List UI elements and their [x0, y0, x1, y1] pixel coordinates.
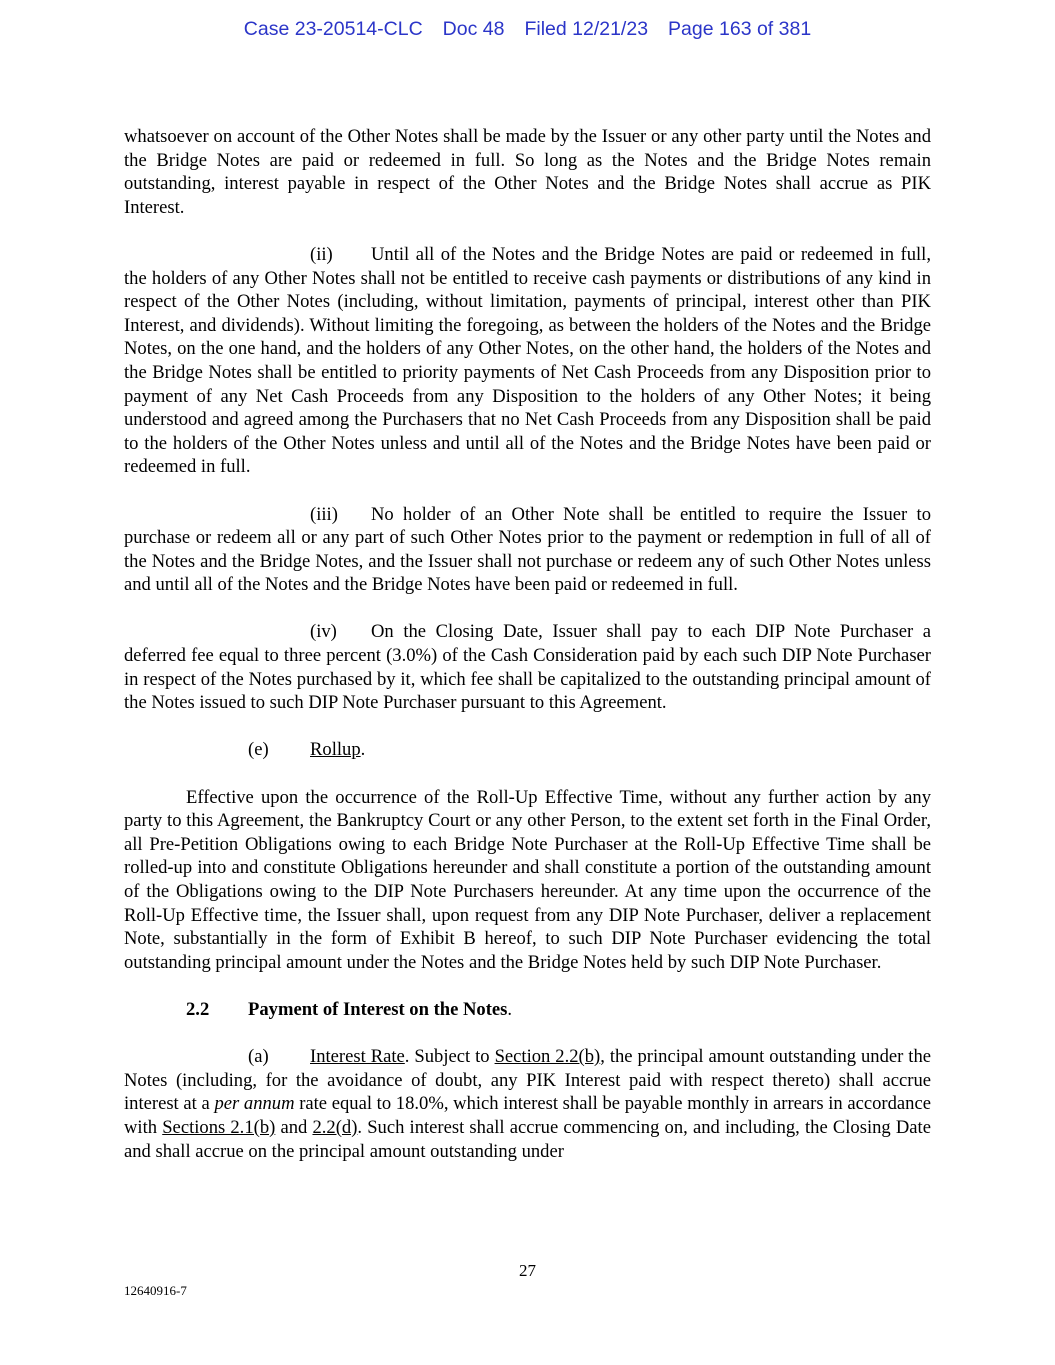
- clause-number: (e): [248, 739, 269, 761]
- clause-ii: [124, 243, 931, 479]
- clause-iv: [124, 620, 931, 714]
- document-body: [124, 125, 931, 1163]
- clause-number: (ii): [310, 243, 333, 265]
- clause-a: (a) Interest Rate. Subject to Section 2.2(b), the principal amount outstanding under the Notes (including, for the avoidance of doubt, any PIK Interest paid with respect thereto) shall accrue interest at a per annum rate equal to 18.0%, which interest shall be payable monthly in arrears in accordance with Sections 2.1(b) and 2.2(d). Such interest shall accrue commencing on, and including, the Closing Date and shall accrue on the principal amount outstanding under: [124, 1046, 931, 1162]
- doc-number: Doc 48: [442, 18, 505, 40]
- continued-paragraph: whatsoever on account of the Other Notes shall be made by the Issuer or any other party until the Notes and the Bridge Notes are paid or redeemed in full. So long as the Notes and the Bridge Notes remain outstanding, interest payable in respect of the Other Notes and the Bridge Notes shall accrue as PIK Interest.: [124, 126, 931, 218]
- cross-reference: Section 2.2(b): [494, 1046, 601, 1068]
- italic-term: per annum: [214, 1093, 295, 1115]
- clause-text: No holder of an Other Note shall be entitled to require the Issuer to purchase or redeem all or any part of such Other Notes prior to the payment or redemption in full of all of the Notes and the Bridge Notes, and the Issuer shall not purchase or redeem any of such Other Notes unless and until all of the Notes and the Bridge Notes have been paid or redeemed in full.: [124, 503, 931, 596]
- clause-text: Until all of the Notes and the Bridge Notes are paid or redeemed in full, the holders of any Other Notes shall not be entitled to receive cash payments or distributions of any kind in respect of the Other Notes (including, without limitation, payments of principal, interest other than PIK Interest, and dividends). Without limiting the foregoing, as between the holders of the Notes and the Bridge Notes, on the one hand, and the holders of any Other Notes, on the other hand, the holders of the Notes and the Bridge Notes shall be entitled to priority payments of Net Cash Proceeds from any Disposition prior to payment of any Net Cash Proceeds from any Disposition to the holders of any Other Notes; it being understood and agreed among the Purchasers that no Net Cash Proceeds from any Disposition shall be paid to the holders of the Other Notes unless and until all of the Notes and the Bridge Notes have been paid or redeemed in full.: [124, 243, 931, 478]
- clause-title: Interest Rate: [310, 1046, 405, 1068]
- section-heading: 2.2 Payment of Interest on the Notes.: [186, 998, 513, 1020]
- clause-title: Rollup: [310, 739, 361, 761]
- clause-number: (iv): [310, 621, 337, 643]
- filed-date: Filed 12/21/23: [524, 18, 649, 40]
- clause-number: (a): [248, 1046, 269, 1068]
- section-number: 2.2: [186, 998, 210, 1020]
- page-counter: Page 163 of 381: [668, 18, 812, 40]
- section-title: Payment of Interest on the Notes: [248, 998, 508, 1020]
- case-number: Case 23-20514-CLC: [243, 18, 423, 40]
- clause-e-heading: (e) Rollup.: [248, 739, 366, 761]
- cross-reference: Sections 2.1(b): [162, 1116, 276, 1138]
- clause-iii: [124, 503, 931, 597]
- document-id: 12640916-7: [124, 1283, 187, 1298]
- rollup-paragraph: Effective upon the occurrence of the Roll-Up Effective Time, without any further action by any party to this Agreement, the Bankruptcy Court or any other Person, to the extent set forth in the Final Order, all Pre-Petition Obligations owing to each Bridge Note Purchaser at the Roll-Up Effective Time shall be rolled-up into and constitute Obligations hereunder and shall constitute a portion of the outstanding amount of the Obligations owing to the DIP Note Purchasers hereunder. At any time upon the occurrence of the Roll-Up Effective time, the Issuer shall, upon request from any DIP Note Purchaser, deliver a replacement Note, substantially in the form of Exhibit B hereof, to such DIP Note Purchaser evidencing the total outstanding principal amount under the Notes and the Bridge Notes held by such DIP Note Purchaser.: [124, 786, 931, 973]
- cross-reference: 2.2(d): [312, 1116, 358, 1138]
- clause-number: (iii): [310, 503, 338, 525]
- court-filing-header: [0, 18, 1055, 41]
- clause-text: On the Closing Date, Issuer shall pay to each DIP Note Purchaser a deferred fee equal to three percent (3.0%) of the Cash Consideration paid by each such DIP Note Purchaser in respect of the Notes purchased by it, which fee shall be capitalized to the outstanding principal amount of the Notes issued to such DIP Note Purchaser pursuant to this Agreement.: [124, 621, 931, 714]
- page-number: 27: [519, 1261, 536, 1280]
